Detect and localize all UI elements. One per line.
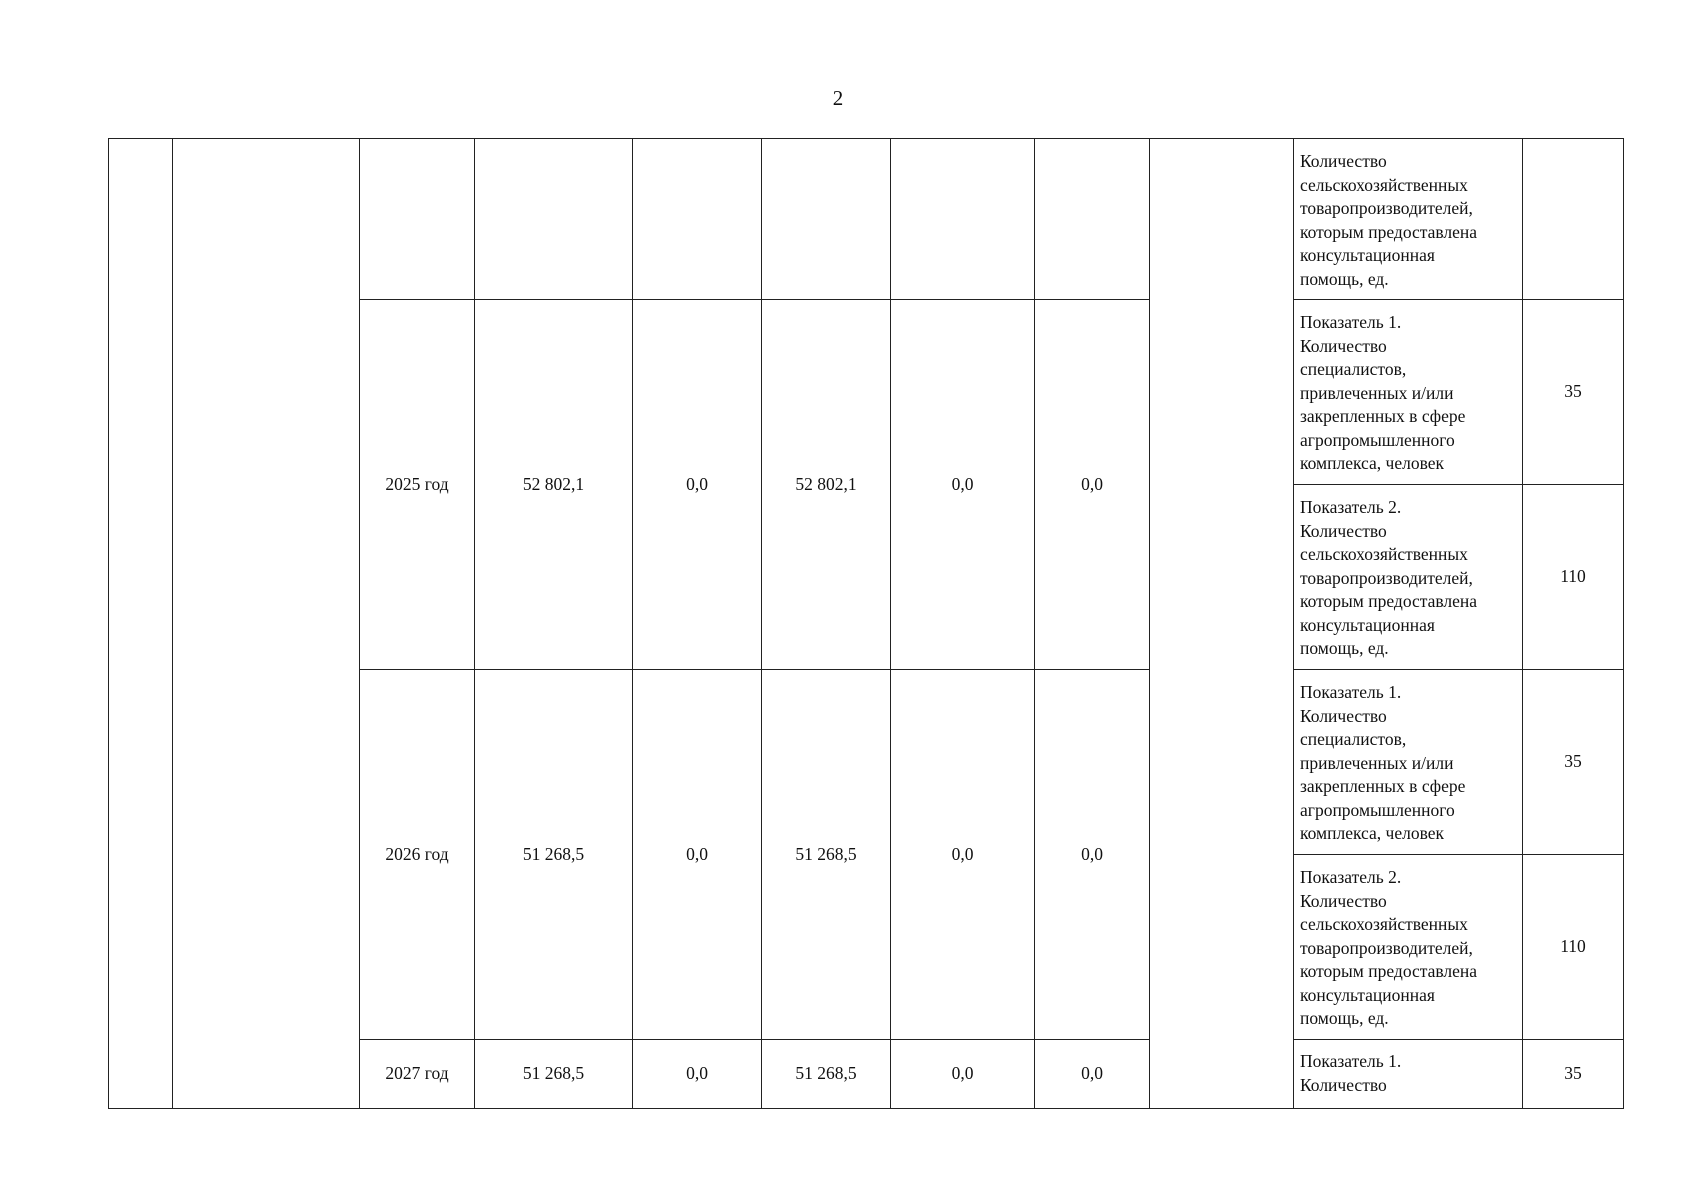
amount-cell: 51 268,5 [762,1040,891,1109]
indicator-name-cell [1294,300,1523,485]
amount-cell: 0,0 [1035,1040,1150,1109]
amount-cell [633,139,762,300]
amount-cell: 0,0 [633,300,762,670]
indicator-text: Показатель 1. Количество специалистов, привлеченных и/или закрепленных в сфере агропромышленного комплекса, человек [1300,682,1466,843]
amount-cell: 0,0 [633,1040,762,1109]
year-cell: 2025 год [360,300,475,670]
indicator-text: Показатель 1. Количество [1300,1051,1402,1095]
amount-cell [891,139,1035,300]
indicator-text: Показатель 1. Количество специалистов, привлеченных и/или закрепленных в сфере агропромышленного комплекса, человек [1300,312,1466,473]
indicator-value-cell: 110 [1523,485,1624,670]
amount-cell: 0,0 [891,1040,1035,1109]
page-number: 2 [832,86,844,110]
amount-cell: 0,0 [891,300,1035,670]
total-cell [475,139,633,300]
amount-cell [762,139,891,300]
indicator-value-cell: 110 [1523,855,1624,1040]
amount-cell: 0,0 [633,670,762,1040]
amount-cell: 51 268,5 [762,670,891,1040]
event-name-cell [173,139,360,1109]
year-cell: 2027 год [360,1040,475,1109]
indicator-text: Показатель 2. Количество сельскохозяйственных товаропроизводителей, которым предоставлена консультационная помощь, ед. [1300,497,1478,658]
indicator-name-cell [1294,139,1523,300]
total-cell: 51 268,5 [475,1040,633,1109]
program-financing-table [108,138,1624,1109]
number-cell [109,139,173,1109]
indicator-name-cell [1294,855,1523,1040]
amount-cell: 52 802,1 [762,300,891,670]
amount-cell [1035,139,1150,300]
indicator-text: Количество сельскохозяйственных товаропроизводителей, которым предоставлена консультационная помощь, ед. [1300,151,1478,289]
year-cell [360,139,475,300]
total-cell: 52 802,1 [475,300,633,670]
table-row [109,139,1624,300]
year-cell: 2026 год [360,670,475,1040]
indicator-name-cell [1294,670,1523,855]
total-cell: 51 268,5 [475,670,633,1040]
indicator-name-cell [1294,1040,1523,1109]
indicator-name-cell [1294,485,1523,670]
indicator-text: Показатель 2. Количество сельскохозяйственных товаропроизводителей, которым предоставлена консультационная помощь, ед. [1300,867,1478,1028]
executor-cell [1150,139,1294,1109]
indicator-value-cell: 35 [1523,1040,1624,1109]
amount-cell: 0,0 [891,670,1035,1040]
indicator-value-cell: 35 [1523,300,1624,485]
amount-cell: 0,0 [1035,300,1150,670]
amount-cell: 0,0 [1035,670,1150,1040]
indicator-value-cell [1523,139,1624,300]
indicator-value-cell: 35 [1523,670,1624,855]
